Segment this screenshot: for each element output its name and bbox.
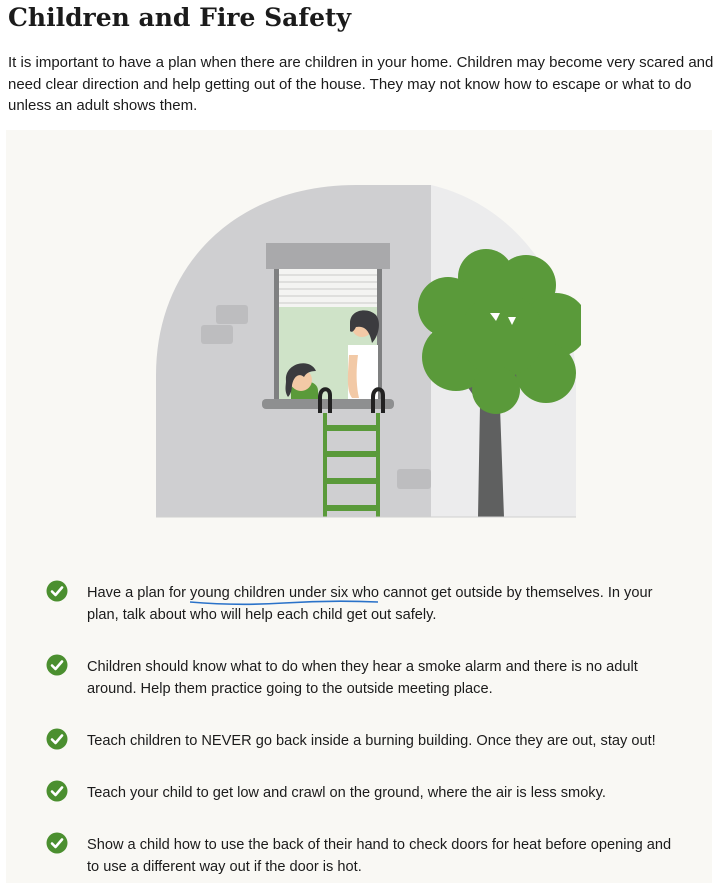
child-window-escape-illustration — [156, 185, 581, 520]
check-circle-icon — [46, 832, 68, 854]
window-blind — [279, 269, 377, 307]
content-panel — [6, 130, 712, 883]
highlighted-text: young children under six who — [190, 585, 380, 601]
checklist-item-text: Teach your child to get low and crawl on the ground, where the air is less smoky. — [87, 785, 606, 801]
check-circle-icon — [46, 728, 68, 750]
check-circle-icon — [46, 580, 68, 602]
spellcheck-highlight[interactable] — [190, 585, 379, 601]
checklist-item-text-end: cannot get outside by themselves. In your plan, talk about who will help each child get out safely. — [87, 585, 653, 623]
check-circle-icon — [46, 780, 68, 802]
check-circle-icon — [46, 654, 68, 676]
squiggle-underline — [190, 600, 378, 606]
intro-paragraph: It is important to have a plan when there are children in your home. Children may become very scared and need clear direction and help getting out of the house. They may not know how to escape or what to do unless an adult shows them. — [8, 54, 714, 114]
checklist-item-text-start: Have a plan for — [87, 585, 191, 601]
brick — [397, 469, 431, 489]
brick — [216, 305, 248, 324]
page-title: Children and Fire Safety — [8, 3, 352, 32]
window-lintel — [266, 243, 390, 269]
brick — [201, 325, 233, 344]
adult-figure — [348, 310, 379, 399]
checklist-item-text: Teach children to NEVER go back inside a burning building. Once they are out, stay out! — [87, 733, 656, 749]
checklist-item-text: Children should know what to do when they hear a smoke alarm and there is no adult around. Help them practice going to the outside meeting place. — [87, 659, 638, 697]
checklist-item-text — [87, 582, 685, 626]
checklist-item-text: Show a child how to use the back of their hand to check doors for heat before opening and to use a different way out if the door is hot. — [87, 837, 672, 875]
